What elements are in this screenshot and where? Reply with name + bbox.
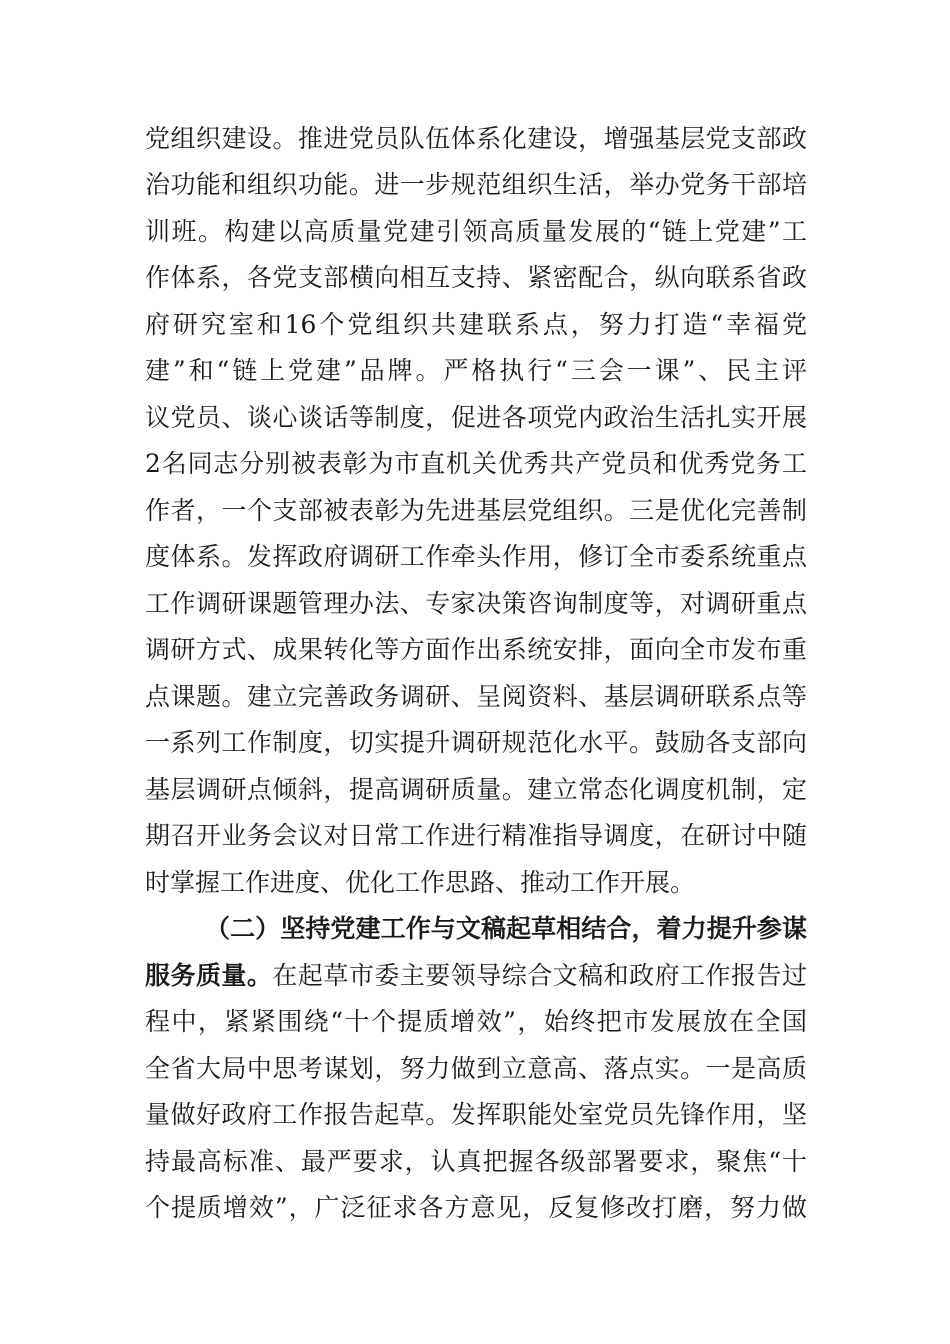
paragraph-line: 程中，紧紧围绕“十个提质增效”，始终把市发展放在全国 — [145, 1007, 807, 1036]
paragraph-line: 工作调研课题管理办法、专家决策咨询制度等，对调研重点 — [145, 589, 807, 618]
section-heading-continuation — [145, 956, 807, 996]
paragraph-line: 作体系，各党支部横向相互支持、紧密配合，纵向联系省政 — [145, 263, 807, 292]
paragraph-line: 调研方式、成果转化等方面作出系统安排，面向全市发布重 — [145, 635, 807, 664]
paragraph-line: 党组织建设。推进党员队伍体系化建设，增强基层党支部政 — [145, 124, 807, 153]
paragraph-line: 度体系。发挥政府调研工作牵头作用，修订全市委系统重点 — [145, 542, 807, 571]
paragraph-line: 治功能和组织功能。进一步规范组织生活，举办党务干部培 — [145, 170, 807, 199]
paragraph-line: 期召开业务会议对日常工作进行精准指导调度，在研讨中随 — [145, 821, 807, 850]
paragraph-line: 府研究室和16个党组织共建联系点，努力打造“幸福党 — [145, 310, 807, 339]
paragraph-line: 2名同志分别被表彰为市直机关优秀共产党员和优秀党务工 — [145, 449, 807, 478]
paragraph-line: 训班。构建以高质量党建引领高质量发展的“链上党建”工 — [145, 217, 807, 246]
paragraph-line: 个提质增效”，广泛征求各方意见，反复修改打磨，努力做 — [145, 1193, 807, 1222]
paragraph-line: 一系列工作制度，切实提升调研规范化水平。鼓励各支部向 — [145, 728, 807, 757]
section-heading: （二）坚持党建工作与文稿起草相结合，着力提升参谋 — [205, 914, 807, 943]
paragraph-line: 建”和“链上党建”品牌。严格执行“三会一课”、民主评 — [145, 356, 807, 385]
paragraph-line: 议党员、谈心谈话等制度，促进各项党内政治生活扎实开展 — [145, 403, 807, 432]
paragraph-line: 基层调研点倾斜，提高调研质量。建立常态化调度机制，定 — [145, 775, 807, 804]
section-text: 在起草市委主要领导综合文稿和政府工作报告过 — [272, 961, 807, 990]
paragraph-line: 全省大局中思考谋划，努力做到立意高、落点实。一是高质 — [145, 1054, 807, 1083]
paragraph-line: 持最高标准、最严要求，认真把握各级部署要求，聚焦“十 — [145, 1147, 807, 1176]
paragraph-line: 量做好政府工作报告起草。发挥职能处室党员先锋作用，坚 — [145, 1100, 807, 1129]
section-heading-end: 服务质量。 — [145, 961, 273, 990]
paragraph-line: 点课题。建立完善政务调研、呈阅资料、基层调研联系点等 — [145, 682, 807, 711]
paragraph-line: 作者，一个支部被表彰为先进基层党组织。三是优化完善制 — [145, 496, 807, 525]
paragraph-line: 时掌握工作进度、优化工作思路、推动工作开展。 — [145, 868, 696, 897]
